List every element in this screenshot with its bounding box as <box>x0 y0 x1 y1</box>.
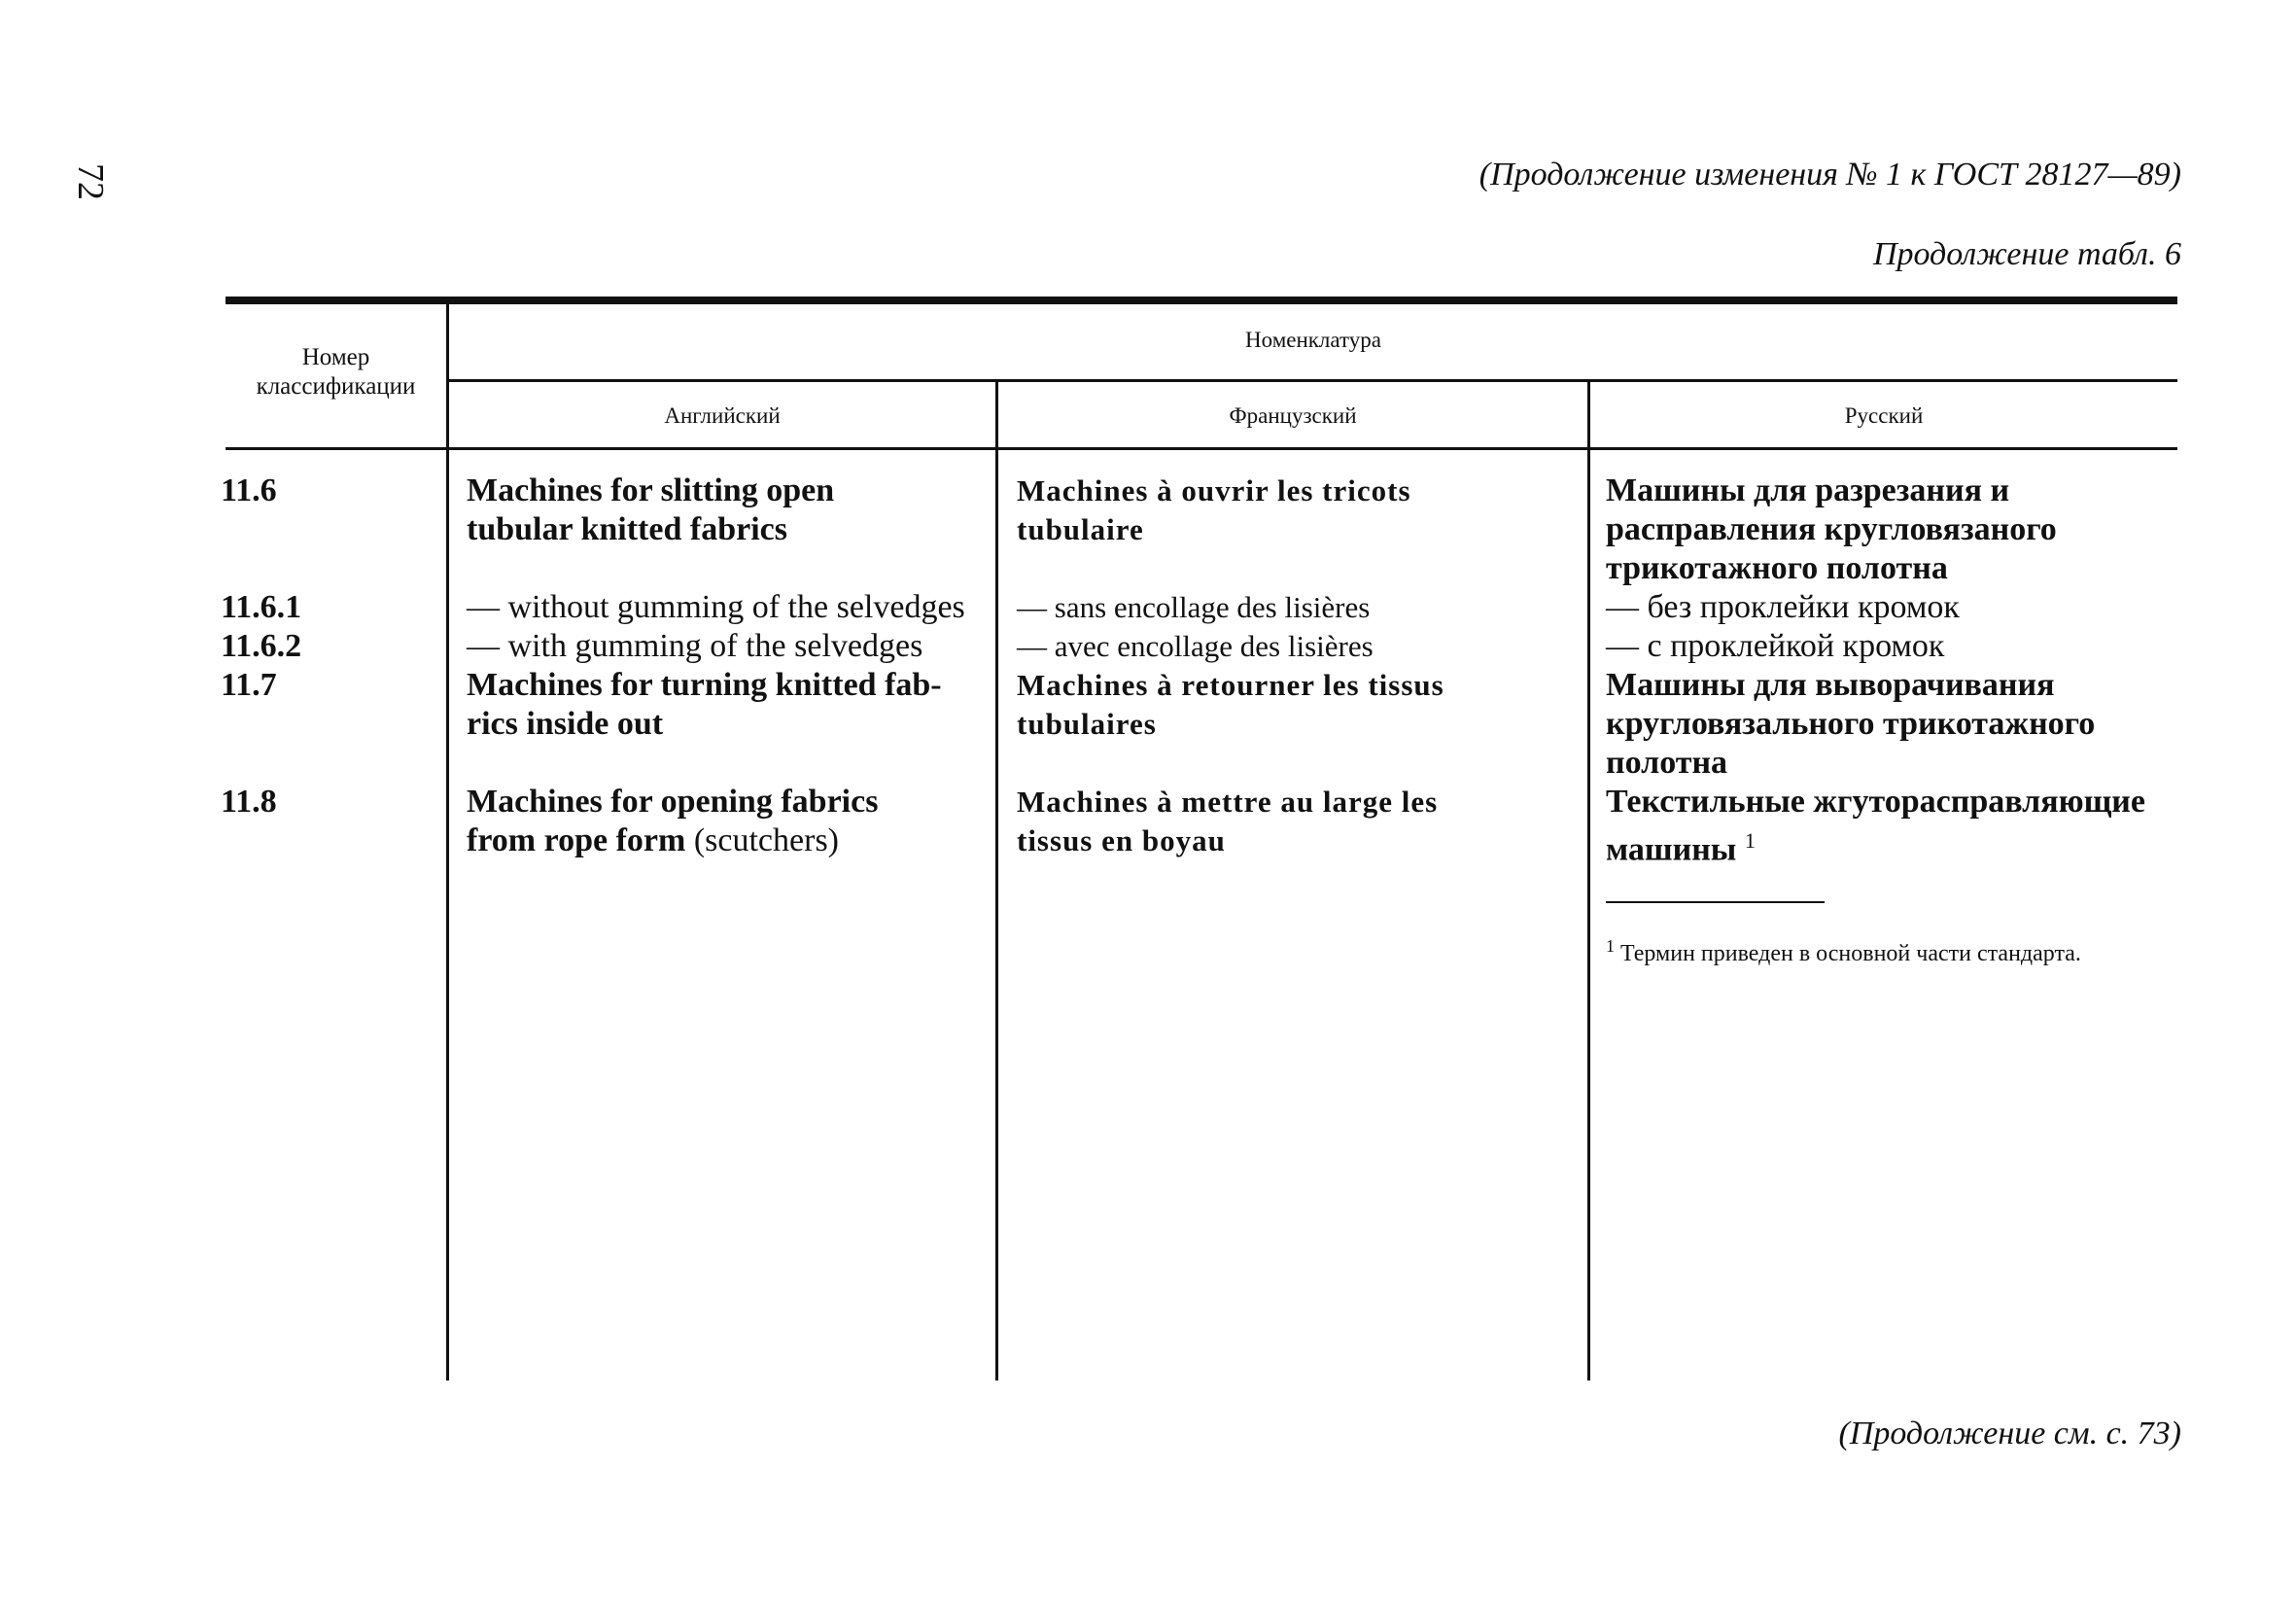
footnote-marker: 1 <box>1606 936 1615 956</box>
page-number: 72 <box>70 163 111 200</box>
russian-term-line: полотна <box>1606 745 1728 781</box>
english-term <box>467 472 834 549</box>
document-header-note: (Продолжение изменения № 1 к ГОСТ 28127—89) <box>1478 157 2181 192</box>
table-caption: Продолжение табл. 6 <box>1872 236 2181 272</box>
classification-number: 11.6 <box>221 472 277 508</box>
english-term-line: tubular knitted fabrics <box>467 511 787 547</box>
classification-number: 11.6.2 <box>221 628 302 664</box>
table-top-rule <box>226 297 2177 304</box>
russian-term-line: Машины для разрезания и <box>1606 472 2010 508</box>
header-russian: Русский <box>1844 403 1924 428</box>
footnote-text: Термин приведен в основной части стандарта. <box>1620 941 2081 966</box>
column-divider-english <box>995 381 998 1381</box>
russian-term-line-text: машины <box>1606 831 1737 868</box>
russian-term: — с проклейкой кромок <box>1606 628 1945 664</box>
header-english: Английский <box>664 403 781 428</box>
french-term-line: tubulaire <box>1017 512 1144 546</box>
russian-term-line <box>1606 821 2145 869</box>
english-term: — without gumming of the selvedges <box>467 589 965 625</box>
russian-term-line: кругловязального трикотажного <box>1606 706 2096 742</box>
russian-term-line: Текстильные жгуторасправляющие <box>1606 784 2145 820</box>
english-term-line: Machines for turning knitted fab- <box>467 667 942 703</box>
header-number-label: Номер классификации <box>256 344 416 400</box>
column-divider-french <box>1587 381 1590 1381</box>
footnote-separator <box>1606 901 1825 903</box>
french-term: — sans encollage des lisières <box>1017 590 1371 624</box>
russian-term-line: Машины для выворачивания <box>1606 667 2055 703</box>
english-term <box>467 666 942 744</box>
header-nomenclature: Номенклатура <box>1245 328 1381 352</box>
french-term-line: tissus en boyau <box>1017 823 1226 857</box>
english-term-line: Machines for slitting open <box>467 472 835 508</box>
footnote <box>1606 936 2081 967</box>
russian-term <box>1606 783 2145 869</box>
column-divider-number <box>446 303 449 1381</box>
english-term-line <box>467 821 878 860</box>
classification-number: 11.6.1 <box>221 589 302 625</box>
header-french: Французский <box>1229 403 1357 428</box>
continuation-note: (Продолжение см. с. 73) <box>1838 1416 2181 1451</box>
english-term: — with gumming of the selvedges <box>467 628 923 664</box>
french-term <box>1017 783 1438 860</box>
french-term <box>1017 666 1444 744</box>
russian-term-line: трикотажного полотна <box>1606 550 1948 586</box>
french-term <box>1017 472 1411 549</box>
header-bottom-rule <box>226 447 2177 450</box>
french-term-line: tubulaires <box>1017 707 1157 741</box>
english-term <box>467 783 878 860</box>
classification-number: 11.8 <box>221 784 277 820</box>
english-term-line: rics inside out <box>467 706 664 742</box>
french-term-line: Machines à retourner les tissus <box>1017 668 1444 702</box>
classification-number: 11.7 <box>221 667 277 703</box>
english-term-parenthetical: (scutchers) <box>693 822 839 858</box>
russian-term <box>1606 666 2095 783</box>
french-term-line: Machines à ouvrir les tricots <box>1017 473 1411 507</box>
nomenclature-divider <box>449 379 2177 382</box>
russian-term <box>1606 472 2057 588</box>
english-term-line: Machines for opening fabrics <box>467 784 879 820</box>
russian-term: — без проклейки кромок <box>1606 589 1960 625</box>
header-number-column <box>226 343 446 402</box>
french-term: — avec encollage des lisières <box>1017 629 1374 663</box>
french-term-line: Machines à mettre au large les <box>1017 785 1439 819</box>
russian-term-line: расправления кругловязаного <box>1606 511 2057 547</box>
english-term-bold-part: from rope form <box>467 822 686 858</box>
footnote-reference: 1 <box>1744 828 1756 853</box>
